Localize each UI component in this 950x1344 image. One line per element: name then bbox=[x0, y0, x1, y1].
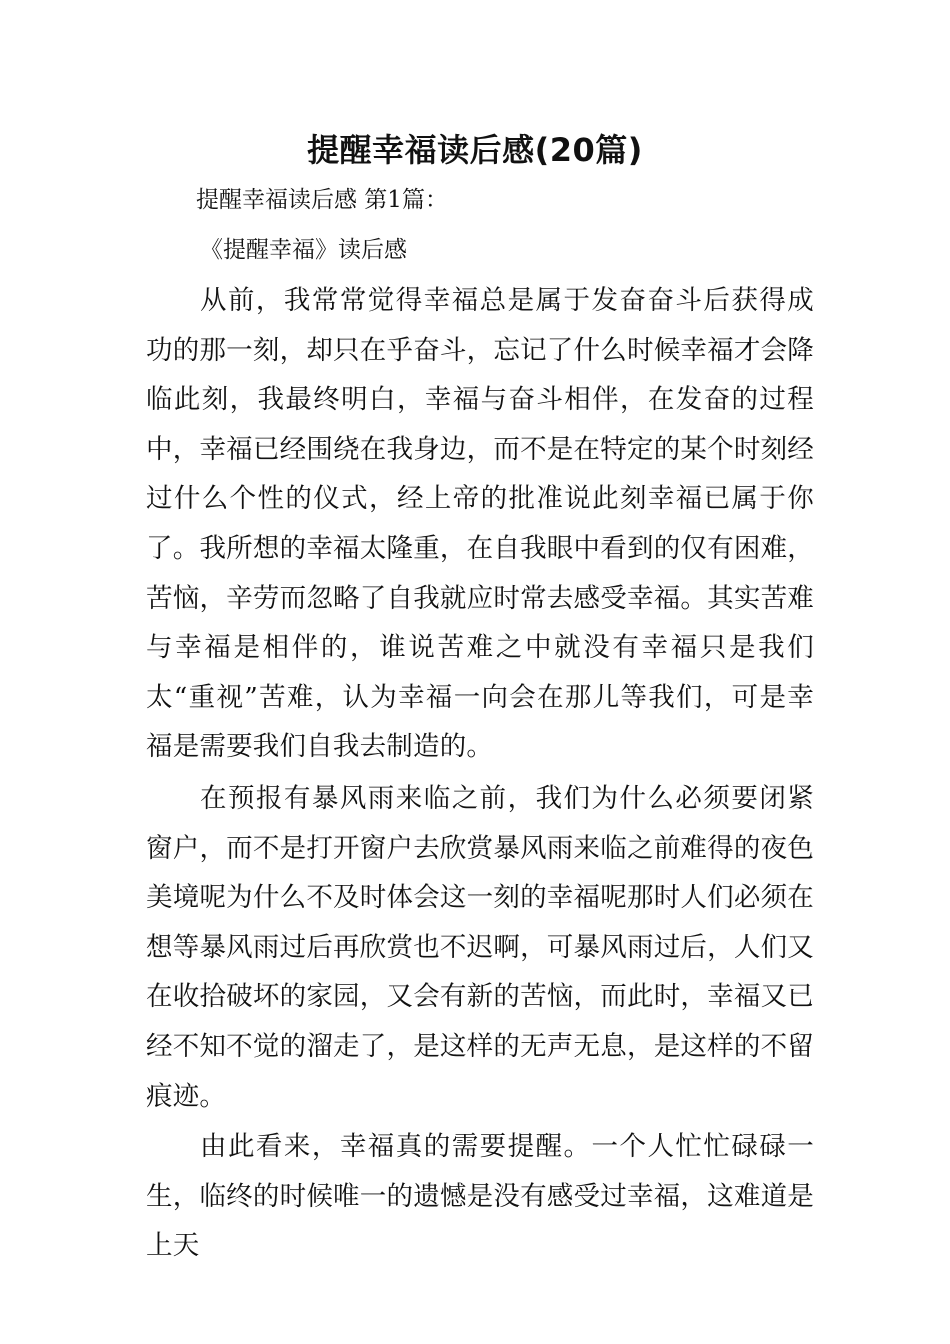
body-paragraph-3: 由此看来，幸福真的需要提醒。一个人忙忙碌碌一生，临终的时候唯一的遗憾是没有感受过幸福，这难道是上天 bbox=[146, 1131, 814, 1262]
section-heading: 提醒幸福读后感 第1篇： bbox=[196, 187, 448, 213]
body-paragraph-1: 从前，我常常觉得幸福总是属于发奋奋斗后获得成功的那一刻，却只在乎奋斗，忘记了什么时候幸福才会降临此刻，我最终明白，幸福与奋斗相伴，在发奋的过程中，幸福已经围绕在我身边，而不是在特定的某个时刻经过什么个性的仪式，经上帝的批准说此刻幸福已属于你了。我所想的幸福太隆重，在自我眼中看到的仅有困难，苦恼，辛劳而忽略了自我就应时常去感受幸福。其实苦难与幸福是相伴的，谁说苦难之中就没有幸福只是我们太“重视”苦难，认为幸福一向会在那儿等我们，可是幸福是需要我们自我去制造的。 bbox=[146, 285, 814, 763]
body-paragraph-2: 在预报有暴风雨来临之前，我们为什么必须要闭紧窗户，而不是打开窗户去欣赏暴风雨来临之前难得的夜色美境呢为什么不及时体会这一刻的幸福呢那时人们必须在想等暴风雨过后再欣赏也不迟啊，可暴风雨过后，人们又在收拾破坏的家园，又会有新的苦恼，而此时，幸福又已经不知不觉的溜走了，是这样的无声无息，是这样的不留痕迹。 bbox=[146, 783, 814, 1112]
essay-title: 《提醒幸福》读后感 bbox=[200, 237, 407, 263]
document-title: 提醒幸福读后感(20篇) bbox=[307, 131, 643, 169]
